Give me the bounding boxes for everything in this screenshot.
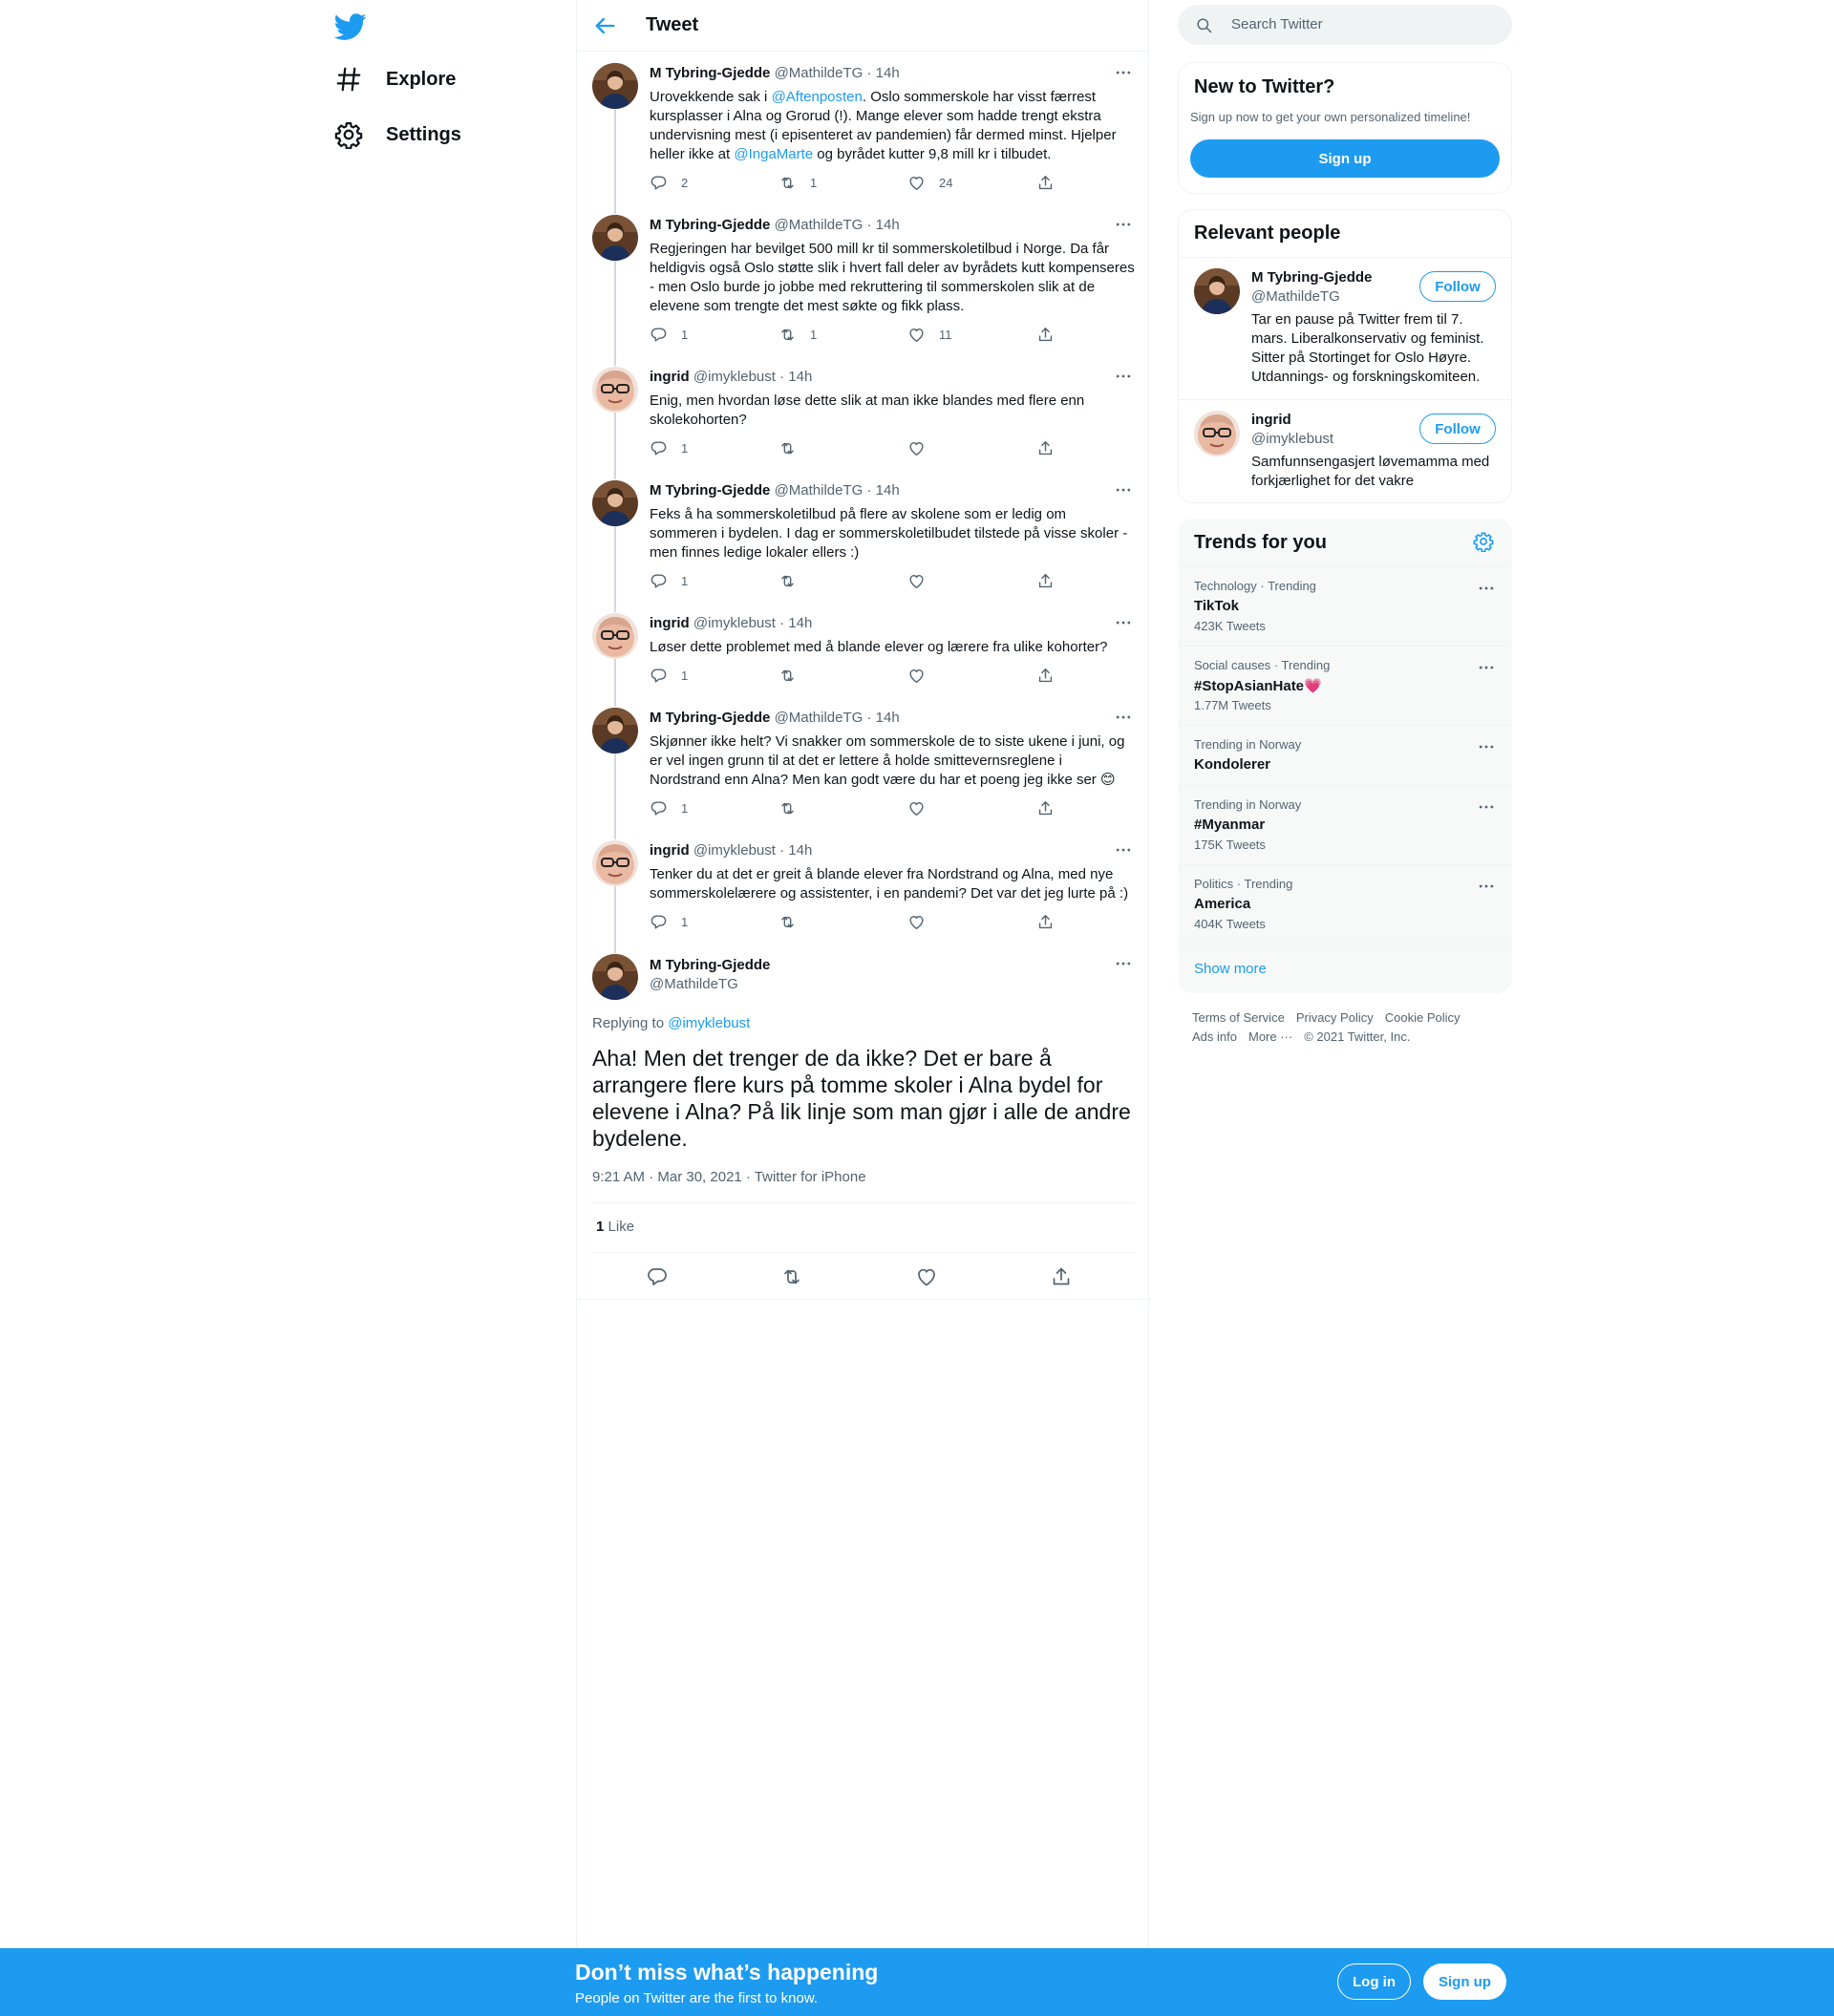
- tweet-header: [650, 615, 812, 631]
- nav-explore[interactable]: [334, 60, 456, 98]
- trend-context: Trending in Norway: [1194, 797, 1302, 812]
- heart-icon: [907, 326, 926, 344]
- author-handle[interactable]: @imyklebust: [693, 369, 776, 385]
- like-count-label: Like: [608, 1219, 635, 1235]
- trend-context: Social causes · Trending: [1194, 658, 1331, 672]
- share-icon: [1050, 1265, 1073, 1288]
- trend-context: Technology · Trending: [1194, 579, 1316, 593]
- avatar-image: [592, 480, 638, 526]
- more-icon[interactable]: [1477, 877, 1496, 896]
- reply-count: 1: [681, 441, 689, 456]
- share-icon: [1036, 174, 1055, 192]
- retweet-icon: [780, 1265, 803, 1288]
- thread-line: [614, 753, 616, 839]
- heart-icon: [907, 572, 926, 590]
- retweet-button[interactable]: [778, 572, 797, 590]
- reply-button[interactable]: [650, 326, 688, 344]
- more-icon-glyph: [1477, 797, 1496, 817]
- avatar-image: [592, 613, 638, 659]
- share-button[interactable]: [1036, 174, 1055, 192]
- retweet-button[interactable]: [778, 439, 797, 457]
- divider: [577, 1299, 1150, 1300]
- tweet-time[interactable]: · 14h: [866, 217, 900, 233]
- focus-tweet-meta[interactable]: 9:21 AM · Mar 30, 2021 · Twitter for iPhone: [592, 1169, 866, 1185]
- trend-name: #Myanmar: [1194, 817, 1266, 833]
- retweet-icon: [778, 439, 797, 457]
- reply-icon: [650, 799, 668, 817]
- bottom-bar-subtitle: People on Twitter are the first to know.: [575, 1990, 819, 2006]
- person-bio: Tar en pause på Twitter frem til 7. mars. Liberalkonservativ og feminist. Sitter på Stortinget for Oslo Høyre. Utdannings- og forskningskomiteen.: [1251, 311, 1484, 385]
- reply-button[interactable]: [650, 799, 688, 817]
- like-count: 24: [939, 176, 953, 190]
- tweet-actions: [650, 667, 1051, 686]
- like-button[interactable]: [907, 174, 952, 192]
- author-name[interactable]: M Tybring-Gjedde: [650, 710, 771, 726]
- avatar-image: [592, 367, 638, 413]
- reply-count: 1: [681, 668, 689, 683]
- trend-context: Trending in Norway: [1194, 737, 1302, 752]
- trends-card: [1178, 519, 1512, 993]
- main-column: [576, 0, 1149, 2016]
- share-icon: [1036, 913, 1055, 931]
- reply-button[interactable]: [650, 439, 688, 457]
- focus-actions: [577, 1263, 1150, 1291]
- reply-button[interactable]: [650, 572, 688, 590]
- more-icon-glyph: [1114, 708, 1133, 727]
- thread-line: [614, 109, 616, 214]
- follow-button[interactable]: Follow: [1419, 414, 1496, 444]
- avatar[interactable]: [592, 708, 638, 753]
- footer-row: [1192, 1029, 1421, 1044]
- show-more-link[interactable]: Show more: [1194, 961, 1267, 977]
- avatar-image: [592, 708, 638, 753]
- focus-author-name[interactable]: M Tybring-Gjedde: [650, 957, 771, 973]
- trend-count: 423K Tweets: [1194, 619, 1266, 633]
- focus-tweet: [577, 944, 1150, 945]
- like-button[interactable]: [907, 326, 952, 344]
- bottom-signup-bar: [0, 1948, 1834, 2016]
- trend-name: #StopAsianHate💗: [1194, 678, 1322, 694]
- nav-settings[interactable]: [334, 116, 461, 154]
- tweet-actions: [650, 572, 1051, 591]
- tweet-actions: [650, 913, 1051, 932]
- tweet-text: Løser dette problemet med å blande elever og lærere fra ulike kohorter?: [650, 639, 1108, 655]
- avatar-image: [1194, 268, 1240, 314]
- heart-icon: [915, 1265, 938, 1288]
- thread-line: [614, 659, 616, 707]
- avatar-image: [592, 840, 638, 886]
- retweet-button[interactable]: [778, 913, 797, 931]
- tweet-time[interactable]: · 14h: [866, 65, 900, 81]
- more-icon-glyph: [1114, 367, 1133, 386]
- trends-settings-button[interactable]: [1473, 531, 1496, 554]
- author-handle[interactable]: @MathildeTG: [774, 710, 864, 726]
- more-icon-glyph: [1114, 613, 1133, 632]
- author-name[interactable]: ingrid: [650, 615, 690, 631]
- like-count: 11: [939, 328, 952, 342]
- follow-button[interactable]: Follow: [1419, 271, 1496, 302]
- retweet-icon: [778, 174, 797, 192]
- back-button[interactable]: [591, 12, 618, 39]
- trend-name: Kondolerer: [1194, 756, 1271, 773]
- more-icon[interactable]: [1477, 658, 1496, 677]
- page-title: Tweet: [646, 14, 699, 35]
- thread-line: [614, 526, 616, 612]
- avatar[interactable]: [592, 480, 638, 526]
- twitter-bird-icon[interactable]: [334, 10, 367, 42]
- more-icon-glyph: [1477, 877, 1496, 896]
- avatar[interactable]: [592, 367, 638, 413]
- like-button[interactable]: [907, 667, 926, 685]
- bottom-bar-title: Don’t miss what’s happening: [575, 1960, 879, 1984]
- login-button[interactable]: Log in: [1337, 1963, 1411, 2000]
- author-name[interactable]: M Tybring-Gjedde: [650, 217, 771, 233]
- like-button[interactable]: [915, 1265, 938, 1288]
- tweet-text: Enig, men hvordan løse dette slik at man ikke blandes med flere enn skolekohorten?: [650, 393, 1085, 428]
- reply-button[interactable]: [650, 174, 688, 192]
- share-icon: [1036, 799, 1055, 817]
- tweet-text: [650, 88, 1137, 164]
- tweet-text: Skjønner ikke helt? Vi snakker om sommerskole de to siste ukene i juni, og er vel ingen grunn til at det er lettere å holde smittevernsreglene i Nordstrand enn Alna? Men kan godt være du har et poeng jeg ikke ser 😊: [650, 733, 1125, 788]
- avatar-image: [1194, 411, 1240, 456]
- more-icon[interactable]: [1477, 797, 1496, 817]
- thread-line: [614, 886, 616, 953]
- privacy-link[interactable]: Privacy Policy: [1295, 1010, 1374, 1025]
- retweet-button[interactable]: [778, 326, 817, 344]
- tweet-text-part: og byrådet kutter 9,8 mill kr i tilbudet.: [813, 146, 1052, 162]
- tweet-text: Regjeringen har bevilget 500 mill kr til sommerskoletilbud i Norge. Da får heldigvis også Oslo støtte slik i hvert fall deler av byrådets kutt kompenseres - men Oslo burde jo jobbe med rekruttering til sommerskolen slik at de elevene som trengte det mest søkte og fikk plass.: [650, 241, 1135, 314]
- tweet-header: [650, 710, 900, 726]
- trend-name: America: [1194, 896, 1251, 912]
- thread-line: [614, 413, 616, 479]
- tweet-text: Tenker du at det er greit å blande elever fra Nordstrand og Alna, med nye sommerskolelærere og assistenter, i en pandemi? Det var det jeg lurte på :): [650, 866, 1129, 902]
- focus-author-handle[interactable]: @MathildeTG: [650, 976, 738, 992]
- heart-icon: [907, 667, 926, 685]
- avatar[interactable]: [1194, 268, 1240, 314]
- mention-link[interactable]: @Aftenposten: [771, 89, 863, 105]
- more-icon[interactable]: [1114, 367, 1135, 388]
- tweet-header: [650, 369, 812, 385]
- retweet-button[interactable]: [778, 667, 797, 685]
- arrow-left-icon: [591, 12, 618, 39]
- person-cell[interactable]: [1179, 399, 1511, 502]
- reply-count: 2: [681, 176, 689, 190]
- tweet-actions: [650, 174, 1051, 193]
- share-button[interactable]: [1036, 667, 1055, 685]
- person-name[interactable]: ingrid: [1251, 412, 1291, 428]
- new-to-twitter-subtitle: Sign up now to get your own personalized timeline!: [1190, 110, 1471, 124]
- person-handle[interactable]: @imyklebust: [1251, 431, 1334, 447]
- share-icon: [1036, 439, 1055, 457]
- replying-to-link[interactable]: @imyklebust: [668, 1015, 751, 1031]
- author-name[interactable]: M Tybring-Gjedde: [650, 482, 771, 499]
- author-handle[interactable]: @imyklebust: [693, 615, 776, 631]
- show-more-row[interactable]: [1179, 944, 1511, 992]
- reply-icon: [650, 913, 668, 931]
- thread-line: [614, 261, 616, 366]
- avatar-image: [592, 215, 638, 261]
- tweet-text-part: Urovekkende sak i: [650, 89, 772, 105]
- reply-count: 1: [681, 801, 689, 816]
- retweet-button[interactable]: [780, 1265, 803, 1288]
- more-icon[interactable]: [1114, 954, 1135, 975]
- more-icon-glyph: [1114, 954, 1133, 973]
- search-input[interactable]: [1178, 5, 1512, 45]
- more-link[interactable]: More ···: [1248, 1029, 1293, 1044]
- tweet-header: [650, 65, 900, 81]
- gear-icon: [1473, 531, 1494, 552]
- retweet-icon: [778, 326, 797, 344]
- heart-icon: [907, 799, 926, 817]
- more-icon[interactable]: [1477, 579, 1496, 598]
- search-icon: [1195, 16, 1213, 34]
- reply-count: 1: [681, 328, 689, 342]
- more-icon[interactable]: [1114, 840, 1135, 861]
- avatar[interactable]: [592, 840, 638, 886]
- tweet-text: Feks å ha sommerskoletilbud på flere av skolene som er ledig om sommeren i bydelen. I dag er sommerskoletilbudet tilstede på visse skoler - men finnes ledige lokaler ellers :): [650, 506, 1128, 561]
- divider: [592, 1252, 1135, 1253]
- more-icon[interactable]: [1114, 708, 1135, 729]
- author-handle[interactable]: @MathildeTG: [774, 217, 864, 233]
- heart-icon: [907, 174, 926, 192]
- retweet-button[interactable]: [778, 174, 817, 192]
- trend-item[interactable]: [1179, 646, 1511, 725]
- like-button[interactable]: [907, 572, 926, 590]
- hashtag-icon: [334, 65, 363, 94]
- author-name[interactable]: M Tybring-Gjedde: [650, 65, 771, 81]
- likes-count[interactable]: [596, 1219, 634, 1235]
- trend-item[interactable]: [1179, 864, 1511, 944]
- person-cell[interactable]: [1179, 257, 1511, 399]
- relevant-people-card: [1178, 209, 1512, 503]
- retweet-icon: [778, 572, 797, 590]
- tweet-header: [650, 482, 900, 499]
- avatar[interactable]: [592, 954, 638, 1000]
- avatar[interactable]: [1194, 411, 1240, 456]
- tweet-time[interactable]: · 14h: [779, 842, 813, 859]
- more-icon[interactable]: [1114, 480, 1135, 501]
- replying-prefix: Replying to: [592, 1015, 669, 1031]
- like-count-number: 1: [596, 1219, 605, 1235]
- new-to-twitter-title: New to Twitter?: [1194, 76, 1335, 97]
- person-bio: Samfunnsengasjert løvemamma med forkjærlighet for det vakre: [1251, 454, 1490, 489]
- reply-icon: [650, 439, 668, 457]
- trend-item[interactable]: [1179, 785, 1511, 864]
- reply-button[interactable]: [650, 667, 688, 685]
- retweet-icon: [778, 913, 797, 931]
- heart-icon: [907, 439, 926, 457]
- more-icon-glyph: [1114, 63, 1133, 82]
- more-icon-glyph: [1114, 215, 1133, 234]
- share-icon: [1036, 326, 1055, 344]
- author-name[interactable]: ingrid: [650, 842, 690, 859]
- nav-explore-label: Explore: [386, 68, 457, 90]
- author-name[interactable]: ingrid: [650, 369, 690, 385]
- like-button[interactable]: [907, 913, 926, 931]
- share-button[interactable]: [1036, 326, 1055, 344]
- reply-icon: [650, 667, 668, 685]
- author-handle[interactable]: @imyklebust: [693, 842, 776, 859]
- replying-to: [592, 1015, 750, 1031]
- trend-name: TikTok: [1194, 598, 1239, 614]
- like-button[interactable]: [907, 799, 926, 817]
- ads-info-link[interactable]: Ads info: [1192, 1029, 1237, 1044]
- tweet-actions: [650, 439, 1051, 458]
- share-button[interactable]: [1036, 572, 1055, 590]
- tweet-time[interactable]: · 14h: [779, 615, 813, 631]
- more-icon-glyph: [1477, 658, 1496, 677]
- tweet-actions: [650, 326, 1051, 345]
- more-icon-glyph: [1114, 480, 1133, 499]
- terms-link[interactable]: Terms of Service: [1192, 1010, 1285, 1025]
- share-icon: [1036, 572, 1055, 590]
- author-handle[interactable]: @MathildeTG: [774, 65, 864, 81]
- copyright: © 2021 Twitter, Inc.: [1304, 1029, 1411, 1044]
- reply-button[interactable]: [650, 913, 688, 931]
- more-icon[interactable]: [1114, 215, 1135, 236]
- person-handle[interactable]: @MathildeTG: [1251, 288, 1340, 305]
- avatar-image: [592, 954, 638, 1000]
- tweet-time[interactable]: · 14h: [866, 482, 900, 499]
- new-to-twitter-card: [1178, 62, 1512, 194]
- avatar[interactable]: [592, 215, 638, 261]
- trend-count: 1.77M Tweets: [1194, 698, 1271, 712]
- share-icon: [1036, 667, 1055, 685]
- retweet-button[interactable]: [778, 799, 797, 817]
- focus-tweet-text: Aha! Men det trenger de da ikke? Det er bare å arrangere flere kurs på tomme skoler i Alna bydel for elevene i Alna? På lik linje som man gjør i alle de andre bydelene.: [592, 1046, 1131, 1151]
- person-name[interactable]: M Tybring-Gjedde: [1251, 269, 1373, 286]
- reply-icon: [646, 1265, 669, 1288]
- tweet-header: [650, 842, 812, 859]
- tweet-time[interactable]: · 14h: [866, 710, 900, 726]
- like-button[interactable]: [907, 439, 926, 457]
- trend-count: 404K Tweets: [1194, 917, 1266, 931]
- tweet-text-part: . Oslo sommerskole har visst færrest kursplasser i Alna og Grorud (!). Mange elever som hadde trengt ekstra undervisning mest (i episenteret av pandemien) får dermed minst. Hjelper heller ikke at: [650, 89, 1117, 162]
- more-icon-glyph: [1114, 840, 1133, 859]
- more-icon-glyph: [1477, 579, 1496, 598]
- tweet-time[interactable]: · 14h: [779, 369, 813, 385]
- gear-icon: [334, 120, 363, 149]
- more-icon-glyph: [1477, 737, 1496, 756]
- trend-item[interactable]: [1179, 566, 1511, 646]
- avatar[interactable]: [592, 63, 638, 109]
- avatar[interactable]: [592, 613, 638, 659]
- share-button[interactable]: [1050, 1265, 1073, 1288]
- more-icon[interactable]: [1114, 613, 1135, 634]
- tweet-header: [650, 217, 900, 233]
- trend-item[interactable]: [1179, 725, 1511, 785]
- footer-row: [1192, 1010, 1472, 1025]
- reply-icon: [650, 572, 668, 590]
- signup-button[interactable]: Sign up: [1423, 1963, 1506, 2000]
- search-placeholder: Search Twitter: [1231, 16, 1323, 32]
- reply-button[interactable]: [646, 1265, 669, 1288]
- reply-count: 1: [681, 915, 689, 929]
- retweet-icon: [778, 799, 797, 817]
- share-button[interactable]: [1036, 799, 1055, 817]
- author-handle[interactable]: @MathildeTG: [774, 482, 864, 499]
- cookie-link[interactable]: Cookie Policy: [1384, 1010, 1461, 1025]
- heart-icon: [907, 913, 926, 931]
- avatar-image: [592, 63, 638, 109]
- share-button[interactable]: [1036, 439, 1055, 457]
- divider: [592, 1202, 1135, 1203]
- trends-title: Trends for you: [1194, 532, 1327, 553]
- more-icon[interactable]: [1114, 63, 1135, 84]
- retweet-icon: [778, 667, 797, 685]
- nav-settings-label: Settings: [386, 123, 461, 145]
- tweet-actions: [650, 799, 1051, 818]
- main-header: [577, 0, 1148, 52]
- trend-count: 175K Tweets: [1194, 838, 1266, 852]
- mention-link[interactable]: @IngaMarte: [734, 146, 814, 162]
- retweet-count: 1: [810, 328, 818, 342]
- reply-icon: [650, 174, 668, 192]
- more-icon[interactable]: [1477, 737, 1496, 756]
- retweet-count: 1: [810, 176, 818, 190]
- share-button[interactable]: [1036, 913, 1055, 931]
- trend-context: Politics · Trending: [1194, 877, 1293, 891]
- sidebar-signup-button[interactable]: Sign up: [1190, 139, 1500, 178]
- reply-icon: [650, 326, 668, 344]
- relevant-people-title: Relevant people: [1194, 223, 1341, 244]
- reply-count: 1: [681, 574, 689, 588]
